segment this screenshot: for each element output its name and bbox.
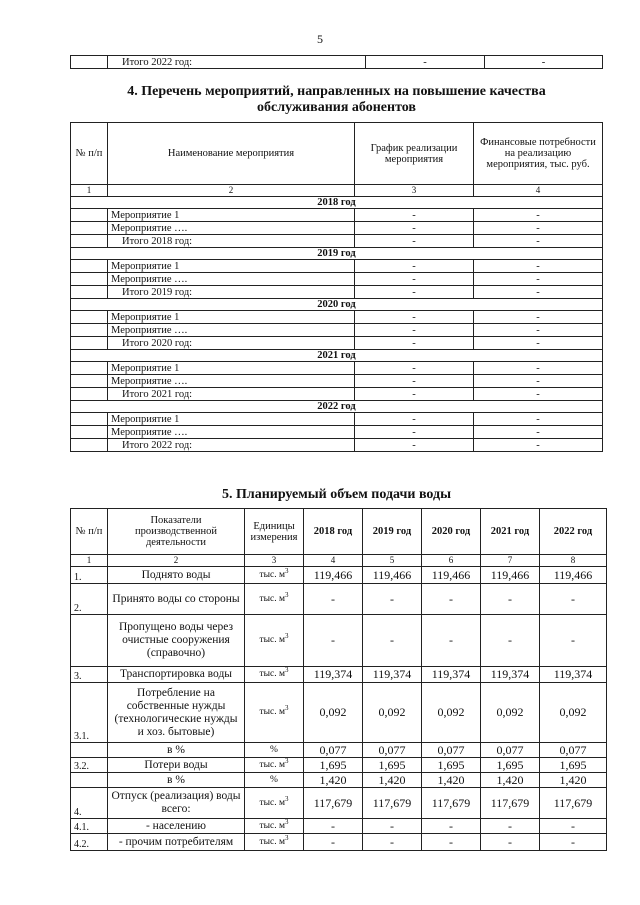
measure-schedule: - [355, 413, 474, 426]
row-number [71, 773, 108, 788]
measure-name: Мероприятие 1 [108, 209, 355, 222]
row-number: 3.2. [71, 758, 108, 773]
row-number [71, 615, 108, 667]
year-total-finance: - [474, 439, 603, 452]
measure-finance: - [474, 273, 603, 286]
unit-cell [245, 667, 304, 683]
year-total-schedule: - [355, 235, 474, 248]
col-number: 2 [108, 555, 245, 567]
year-value: 0,092 [481, 683, 540, 743]
year-value: - [363, 615, 422, 667]
year-value: 0,077 [540, 743, 607, 758]
unit-superscript: 3 [285, 631, 289, 640]
header-year: 2022 год [540, 509, 607, 555]
year-heading: 2019 год [71, 248, 603, 260]
year-value: - [540, 834, 607, 851]
section5-title: 5. Планируемый объем подачи воды [221, 487, 452, 502]
year-value: - [481, 819, 540, 834]
year-value: 1,695 [363, 758, 422, 773]
measure-schedule: - [355, 311, 474, 324]
year-value: - [422, 834, 481, 851]
year-value: 1,695 [481, 758, 540, 773]
unit-cell [245, 773, 304, 788]
col-number: 1 [71, 185, 108, 197]
measure-schedule: - [355, 426, 474, 439]
unit-superscript: 3 [285, 590, 289, 599]
unit-cell [245, 743, 304, 758]
measure-finance: - [474, 209, 603, 222]
year-value: 1,695 [304, 758, 363, 773]
measure-schedule: - [355, 209, 474, 222]
year-value: 1,695 [540, 758, 607, 773]
year-total-label: Итого 2019 год: [108, 286, 355, 299]
section4-title-line2: обслуживания абонентов [257, 100, 416, 115]
row-number: 3. [71, 667, 108, 683]
col-number: 4 [474, 185, 603, 197]
page-number: 5 [317, 32, 323, 46]
row-number [71, 743, 108, 758]
measure-schedule: - [355, 273, 474, 286]
year-value: 119,466 [304, 567, 363, 584]
col-number: 3 [245, 555, 304, 567]
unit-text: % [270, 774, 278, 785]
year-value: - [481, 615, 540, 667]
unit-superscript: 3 [285, 833, 289, 842]
indicator-name: в % [108, 743, 245, 758]
year-value: 119,466 [363, 567, 422, 584]
unit-text: тыс. м [259, 759, 285, 770]
indicator-name: Поднято воды [108, 567, 245, 584]
year-total-label: Итого 2022 год: [108, 439, 355, 452]
year-value: - [540, 615, 607, 667]
year-value: 117,679 [481, 788, 540, 819]
indicator-name: Принято воды со стороны [108, 584, 245, 615]
measure-finance: - [474, 324, 603, 337]
year-value: 0,077 [422, 743, 481, 758]
unit-superscript: 3 [285, 665, 289, 674]
header-num: № п/п [71, 123, 108, 185]
year-value: 0,092 [304, 683, 363, 743]
indicator-name: - прочим потребителям [108, 834, 245, 851]
year-value: 1,420 [304, 773, 363, 788]
measure-name: Мероприятие 1 [108, 362, 355, 375]
year-value: 0,077 [304, 743, 363, 758]
year-value: 0,092 [540, 683, 607, 743]
indicator-name: в % [108, 773, 245, 788]
year-value: - [304, 615, 363, 667]
year-total-label: Итого 2020 год: [108, 337, 355, 350]
indicator-name: Потребление на собственные нужды (технологические нужды и хоз. бытовые) [108, 683, 245, 743]
measure-name: Мероприятие …. [108, 222, 355, 235]
col-number: 1 [71, 555, 108, 567]
measure-finance: - [474, 362, 603, 375]
unit-cell [245, 683, 304, 743]
year-value: 119,466 [540, 567, 607, 584]
header-year: 2019 год [363, 509, 422, 555]
section4-title-line1: 4. Перечень мероприятий, направленных на повышение качества [127, 84, 546, 99]
year-value: 0,092 [363, 683, 422, 743]
year-total-schedule: - [355, 337, 474, 350]
year-value: - [422, 615, 481, 667]
year-total-label: Итого 2018 год: [108, 235, 355, 248]
unit-cell [245, 758, 304, 773]
header-num: № п/п [71, 509, 108, 555]
year-value: - [304, 834, 363, 851]
year-value: 117,679 [422, 788, 481, 819]
year-value: - [363, 834, 422, 851]
year-value: - [422, 584, 481, 615]
year-value: 1,420 [481, 773, 540, 788]
year-value: 0,092 [422, 683, 481, 743]
year-value: 0,077 [363, 743, 422, 758]
row-number: 4.1. [71, 819, 108, 834]
unit-text: тыс. м [259, 635, 285, 645]
year-heading: 2021 год [71, 350, 603, 362]
col-number: 5 [363, 555, 422, 567]
unit-cell [245, 567, 304, 584]
measure-name: Мероприятие 1 [108, 311, 355, 324]
unit-text: тыс. м [259, 836, 285, 847]
year-value: 119,374 [363, 667, 422, 683]
year-total-schedule: - [355, 388, 474, 401]
measure-name: Мероприятие …. [108, 375, 355, 388]
year-value: 1,420 [540, 773, 607, 788]
top-total-schedule: - [366, 56, 485, 69]
year-value: - [481, 584, 540, 615]
year-value: - [422, 819, 481, 834]
unit-superscript: 3 [285, 756, 289, 765]
measure-finance: - [474, 375, 603, 388]
col-number: 3 [355, 185, 474, 197]
header-unit: Единицы измерения [245, 509, 304, 555]
year-total-finance: - [474, 235, 603, 248]
unit-text: тыс. м [259, 797, 285, 808]
year-value: - [363, 819, 422, 834]
measure-schedule: - [355, 375, 474, 388]
year-total-finance: - [474, 286, 603, 299]
top-total-finance: - [485, 56, 603, 69]
indicator-name: Отпуск (реализация) воды всего: [108, 788, 245, 819]
unit-superscript: 3 [285, 566, 289, 575]
year-value: 119,374 [481, 667, 540, 683]
measure-finance: - [474, 222, 603, 235]
measure-name: Мероприятие …. [108, 273, 355, 286]
header-year: 2018 год [304, 509, 363, 555]
year-value: 1,420 [422, 773, 481, 788]
water-supply-table [70, 508, 607, 851]
year-value: 1,420 [363, 773, 422, 788]
col-number: 4 [304, 555, 363, 567]
year-total-finance: - [474, 388, 603, 401]
indicator-name: Транспортировка воды [108, 667, 245, 683]
year-value: 119,374 [540, 667, 607, 683]
unit-cell [245, 615, 304, 667]
unit-cell [245, 834, 304, 851]
year-heading: 2020 год [71, 299, 603, 311]
row-number: 4. [71, 788, 108, 819]
col-number: 6 [422, 555, 481, 567]
measure-name: Мероприятие 1 [108, 260, 355, 273]
row-number: 1. [71, 567, 108, 584]
col-number: 8 [540, 555, 607, 567]
unit-cell [245, 584, 304, 615]
header-year: 2021 год [481, 509, 540, 555]
indicator-name: - населению [108, 819, 245, 834]
section4-title [70, 84, 603, 116]
unit-cell [245, 788, 304, 819]
measure-name: Мероприятие …. [108, 426, 355, 439]
measure-finance: - [474, 426, 603, 439]
year-value: - [540, 584, 607, 615]
unit-text: % [270, 744, 278, 755]
unit-text: тыс. м [259, 669, 285, 679]
header-year: 2020 год [422, 509, 481, 555]
unit-text: тыс. м [259, 820, 285, 831]
header-indicator: Показатели производственной деятельности [108, 509, 245, 555]
year-value: 117,679 [363, 788, 422, 819]
measure-finance: - [474, 311, 603, 324]
measure-finance: - [474, 260, 603, 273]
unit-text: тыс. м [259, 569, 285, 580]
year-value: - [304, 819, 363, 834]
unit-text: тыс. м [259, 707, 285, 717]
header-name: Наименование мероприятия [108, 123, 355, 185]
year-value: 119,374 [304, 667, 363, 683]
measure-name: Мероприятие 1 [108, 413, 355, 426]
measure-name: Мероприятие …. [108, 324, 355, 337]
year-total-finance: - [474, 337, 603, 350]
year-value: 119,466 [481, 567, 540, 584]
row-number: 2. [71, 584, 108, 615]
year-value: - [304, 584, 363, 615]
year-value: 117,679 [540, 788, 607, 819]
year-total-label: Итого 2021 год: [108, 388, 355, 401]
indicator-name: Пропущено воды через очистные сооружения (справочно) [108, 615, 245, 667]
measure-schedule: - [355, 222, 474, 235]
measure-finance: - [474, 413, 603, 426]
year-value: - [363, 584, 422, 615]
year-value: - [540, 819, 607, 834]
measure-schedule: - [355, 260, 474, 273]
unit-superscript: 3 [285, 703, 289, 712]
measure-schedule: - [355, 362, 474, 375]
year-total-schedule: - [355, 439, 474, 452]
year-value: 119,466 [422, 567, 481, 584]
year-value: - [481, 834, 540, 851]
year-heading: 2022 год [71, 401, 603, 413]
measure-schedule: - [355, 324, 474, 337]
col-number: 2 [108, 185, 355, 197]
year-value: 0,077 [481, 743, 540, 758]
year-heading: 2018 год [71, 197, 603, 209]
indicator-name: Потери воды [108, 758, 245, 773]
unit-cell [245, 819, 304, 834]
col-number: 7 [481, 555, 540, 567]
unit-superscript: 3 [285, 794, 289, 803]
header-finance: Финансовые потребности на реализацию мероприятия, тыс. руб. [474, 123, 603, 185]
top-continuation-table [70, 55, 603, 69]
header-schedule: График реализации мероприятия [355, 123, 474, 185]
year-value: 119,374 [422, 667, 481, 683]
unit-text: тыс. м [259, 593, 285, 604]
year-total-schedule: - [355, 286, 474, 299]
row-number: 4.2. [71, 834, 108, 851]
unit-superscript: 3 [285, 817, 289, 826]
top-total-label: Итого 2022 год: [108, 56, 366, 69]
measures-table [70, 122, 603, 452]
year-value: 117,679 [304, 788, 363, 819]
year-value: 1,695 [422, 758, 481, 773]
row-number: 3.1. [71, 683, 108, 743]
